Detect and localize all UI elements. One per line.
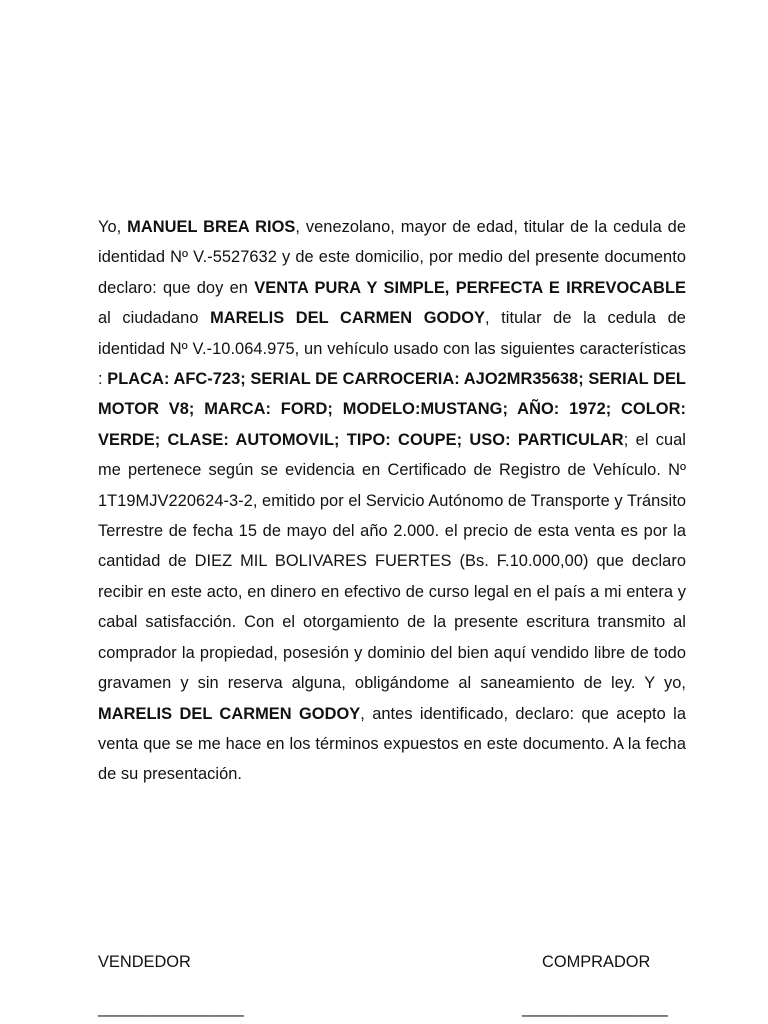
text-run: , venezolano, mayor de edad, titular de la cedula de identidad Nº V.-5527632 y de este domicilio, por medio del presente documento declaro: que doy en: [98, 218, 686, 297]
buyer-label: COMPRADOR: [542, 953, 651, 971]
text-run: , titular de la cedula de identidad Nº V.-10.064.975, un vehículo usado con las siguientes características :: [98, 309, 686, 389]
seller-signature-line: ________________: [98, 999, 244, 1017]
text-run: ; el cual me pertenece según se evidencia en Certificado de Registro de Vehículo. Nº 1T19MJV220624-3-2, emitido por el Servicio Autónomo de Transporte y Tránsito Terrestre de fecha 15 de mayo del año 2.000. el precio de esta venta es por la cantidad de DIEZ MIL BOLIVARES FUERTES (Bs. F.10.000,00) que declaro recibir en este acto, en dinero en efectivo de curso legal en el país a mi entera y cabal satisfacción. Con el otorgamiento de la presente escritura transmito al comprador la propiedad, posesión y dominio del bien aquí vendido libre de todo gravamen y sin reserva alguna, obligándome al saneamiento de ley. Y yo,: [98, 430, 687, 693]
text-run: al ciudadano: [98, 309, 211, 328]
vehicle-details: PLACA: AFC-723; SERIAL DE CARROCERIA: AJO2MR35638; SERIAL DEL MOTOR V8; MARCA: FORD; MODELO:MUSTANG; AÑO: 1972; COLOR: VERDE; CLASE: AUTOMOVIL; TIPO: COUPE; USO: PARTICULAR: [98, 370, 686, 449]
contract-paragraph: [98, 212, 686, 790]
buyer-name: MARELIS DEL CARMEN GODOY: [210, 309, 486, 328]
buyer-signature-line: ________________: [522, 999, 668, 1017]
text-run: , antes identificado, declaro: que acepto la venta que se me hace en los términos expuestos en este documento. A la fecha de su presentación.: [98, 704, 686, 784]
text-run: Yo,: [98, 218, 128, 236]
sale-type: VENTA PURA Y SIMPLE, PERFECTA E IRREVOCABLE: [254, 278, 686, 297]
buyer-name-repeat: MARELIS DEL CARMEN GODOY: [98, 704, 361, 723]
seller-name: MANUEL BREA RIOS: [127, 218, 296, 236]
seller-label: VENDEDOR: [98, 953, 191, 971]
